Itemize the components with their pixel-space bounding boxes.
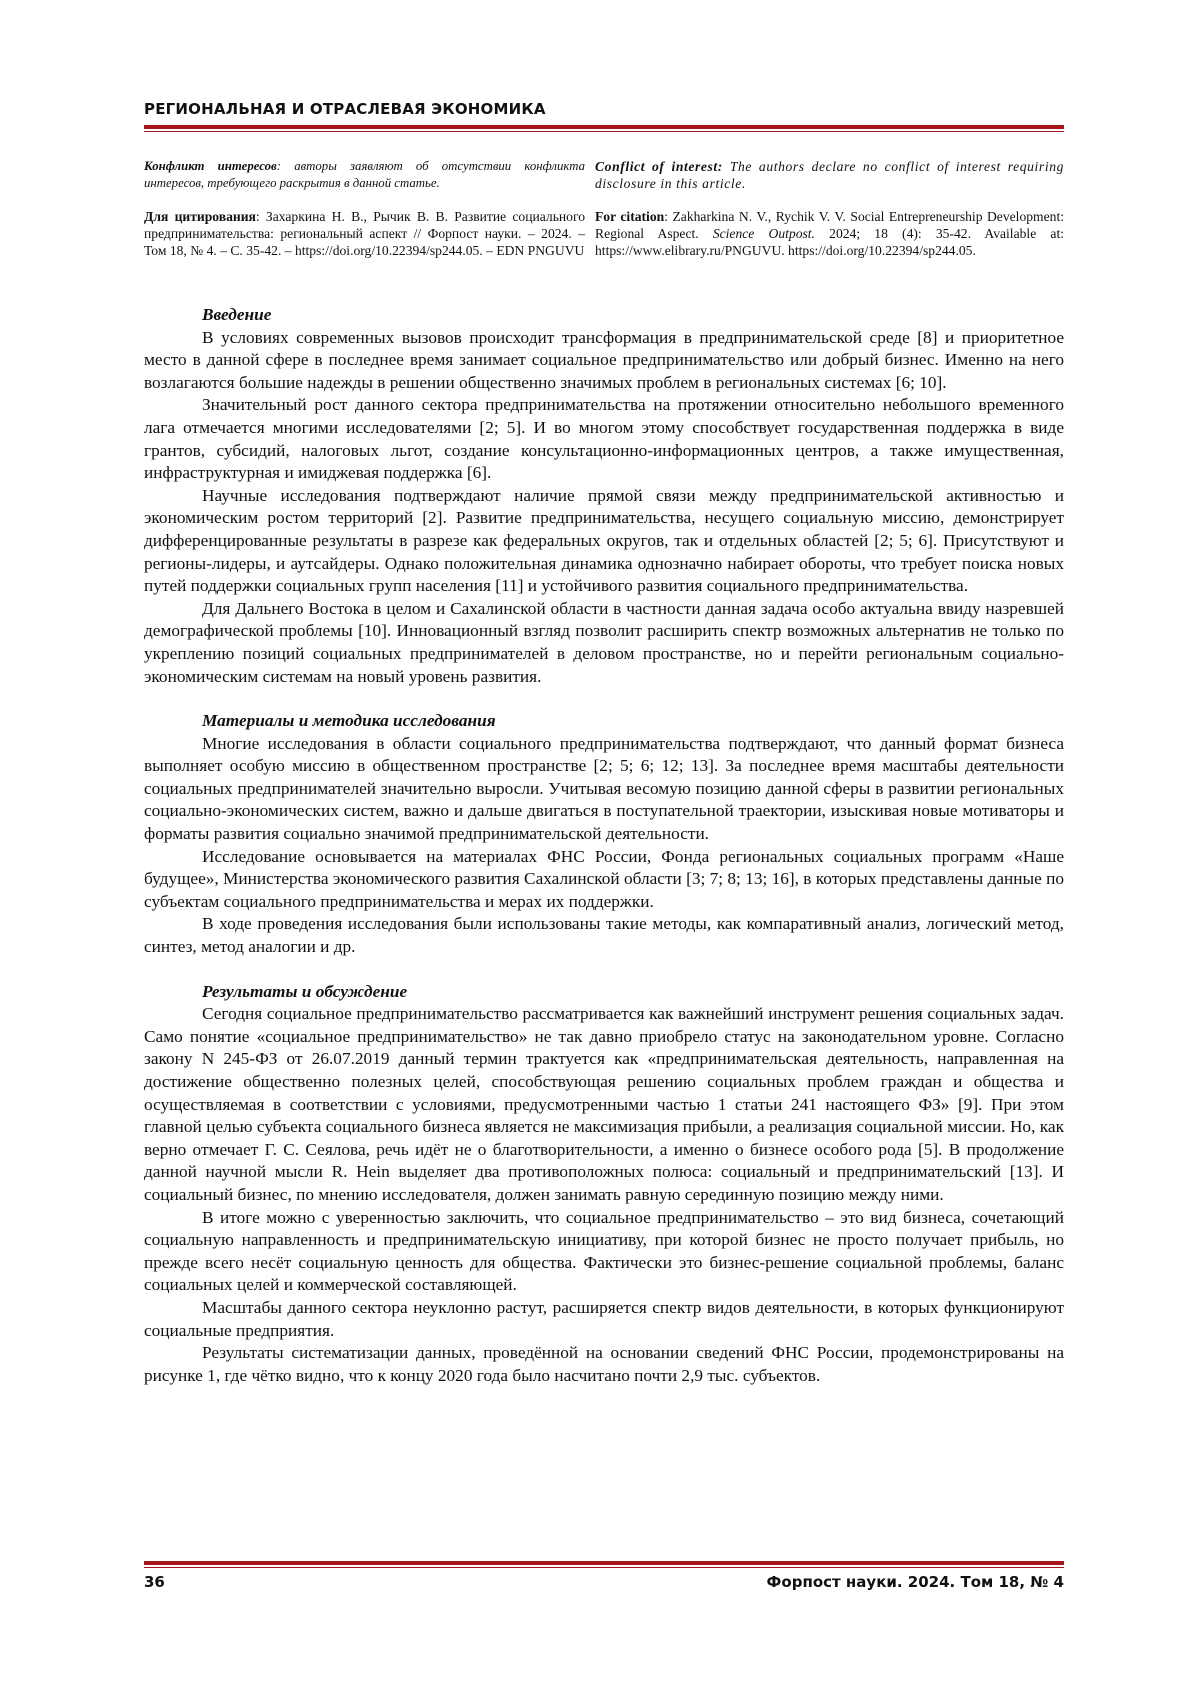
en-citation-text-2: 2024; 18 (4): 35-42. Available at: https://www.elibrary.ru/PNGUVU. https://doi.org/10.22394/sp244.05. [595,226,1064,258]
ru-conflict-note [144,158,585,192]
header-rule [144,125,1064,132]
paragraph: Исследование основывается на материалах ФНС России, Фонда региональных социальных программ «Наше будущее», Министерства экономического развития Сахалинской области [3; 7; 8; 13; 16], в которых представлены данные по субъектам социального предпринимательства и мерах их поддержки. [144,846,1064,914]
paragraph: В итоге можно с уверенностью заключить, что социальное предпринимательство – это вид бизнеса, сочетающий социальную направленность и предпринимательскую инициативу, при которой бизнес не просто получает прибыль, но прежде всего несёт социальную ценность для общества. Фактически это бизнес-решение социальной проблемы, баланс социальных целей и коммерческой составляющей. [144,1207,1064,1297]
en-citation-text-1: : Zakharkina N. V., Rychik V. V. Social Entrepreneurship Development: Regional Aspect. [595,209,1064,241]
page-number: 36 [144,1573,165,1591]
footer-rule [144,1561,1064,1568]
ru-conflict-label: Конфликт интересов [144,159,277,173]
en-citation [595,208,1064,259]
en-citation-journal: Science Outpost. [713,226,815,241]
paragraph: Многие исследования в области социального предпринимательства подтверждают, что данный формат бизнеса выполняет особую миссию в общественном пространстве [2; 5; 6; 12; 13]. За последнее время масштабы деятельности социальных предпринимателей значительно выросли. Учитывая весомую позицию данной сферы в развитии региональных социально-экономических систем, важно и дальше двигаться в поступательной траектории, изыскивая новые мотиваторы и форматы развития социально значимой предпринимательской деятельности. [144,733,1064,846]
page [0,0,1200,1697]
ru-citation-label: Для цитирования [144,209,256,224]
paragraph: В ходе проведения исследования были использованы такие методы, как компаративный анализ, логический метод, синтез, метод аналогии и др. [144,913,1064,958]
paragraph: Для Дальнего Востока в целом и Сахалинской области в частности данная задача особо актуальна ввиду назревшей демографической проблемы [10]. Инновационный взгляд позволит расширить спектр возможных альтернатив не только по укреплению позиций социальных предпринимателей в деловом пространстве, но и перейти региональным социально-экономическим системам на новый уровень развития. [144,598,1064,688]
running-header: РЕГИОНАЛЬНАЯ И ОТРАСЛЕВАЯ ЭКОНОМИКА [144,100,546,118]
en-conflict-label: Conflict of interest: [595,159,723,174]
en-conflict-text: The authors declare no conflict of interest requiring disclosure in this article. [595,159,1064,191]
section-heading-intro: Введение [144,304,1064,327]
ru-citation-text: : Захаркина Н. В., Рычик В. В. Развитие социального предпринимательства: региональный аспект // Форпост науки. – 2024. – Том 18, № 4. – С. 35-42. – https://doi.org/10.22394/sp244.05. – EDN PNGUVU [144,209,585,258]
ru-conflict-text: : авторы заявляют об отсутствии конфликта интересов, требующего раскрытия в данной статье. [144,159,585,190]
journal-footer: Форпост науки. 2024. Том 18, № 4 [767,1573,1064,1591]
en-citation-label: For citation [595,209,664,224]
article-body [144,304,1064,1387]
paragraph: Результаты систематизации данных, проведённой на основании сведений ФНС России, продемонстрированы на рисунке 1, где чётко видно, что к концу 2020 года было насчитано почти 2,9 тыс. субъектов. [144,1342,1064,1387]
paragraph: Значительный рост данного сектора предпринимательства на протяжении относительно небольшого временного лага отмечается многими исследователями [2; 5]. И во многом этому способствует государственная поддержка в виде грантов, субсидий, налоговых льгот, создание консультационно-информационных центров, а также имущественная, инфраструктурная и имиджевая поддержка [6]. [144,394,1064,484]
meta-ru [144,158,585,275]
paragraph: Сегодня социальное предпринимательство рассматривается как важнейший инструмент решения социальных задач. Само понятие «социальное предпринимательство» не так давно приобрело статус на законодательном уровне. Согласно закону N 245-ФЗ от 26.07.2019 данный термин трактуется как «предпринимательская деятельность, направленная на достижение общественно полезных целей, способствующая решению социальных проблем граждан и общества и осуществляемая в соответствии с условиями, предусмотренными частью 1 статьи 241 настоящего ФЗ» [9]. При этом главной целью субъекта социального бизнеса является не максимизация прибыли, а реализация социальной миссии. Но, как верно отмечает Г. С. Сеялова, речь идёт не о благотворительности, а именно о бизнесе особого рода [5]. В продолжение данной научной мысли R. Hein выделяет два противоположных полюса: социальный и предпринимательский [13]. И социальный бизнес, по мнению исследователя, должен занимать равную серединную позицию между ними. [144,1003,1064,1206]
paragraph: В условиях современных вызовов происходит трансформация в предпринимательской среде [8] и приоритетное место в данной сфере в последнее время занимает социальное предпринимательство или добрый бизнес. Именно на него возлагаются большие надежды в решении общественно значимых проблем в региональных системах [6; 10]. [144,327,1064,395]
en-conflict-note [595,158,1064,192]
paragraph: Масштабы данного сектора неуклонно растут, расширяется спектр видов деятельности, в которых функционируют социальные предприятия. [144,1297,1064,1342]
paragraph: Научные исследования подтверждают наличие прямой связи между предпринимательской активностью и экономическим ростом территорий [2]. Развитие предпринимательства, несущего социальную миссию, демонстрирует дифференцированные результаты в разрезе как федеральных округов, так и отдельных областей [2; 5; 6]. Присутствуют и регионы-лидеры, и аутсайдеры. Однако положительная динамика однозначно набирает обороты, что требует поиска новых путей поддержки социальных групп населения [11] и устойчивого развития социального предпринимательства. [144,485,1064,598]
meta-en [595,158,1064,275]
ru-citation [144,208,585,259]
section-heading-methods: Материалы и методика исследования [144,710,1064,733]
section-heading-results: Результаты и обсуждение [144,981,1064,1004]
